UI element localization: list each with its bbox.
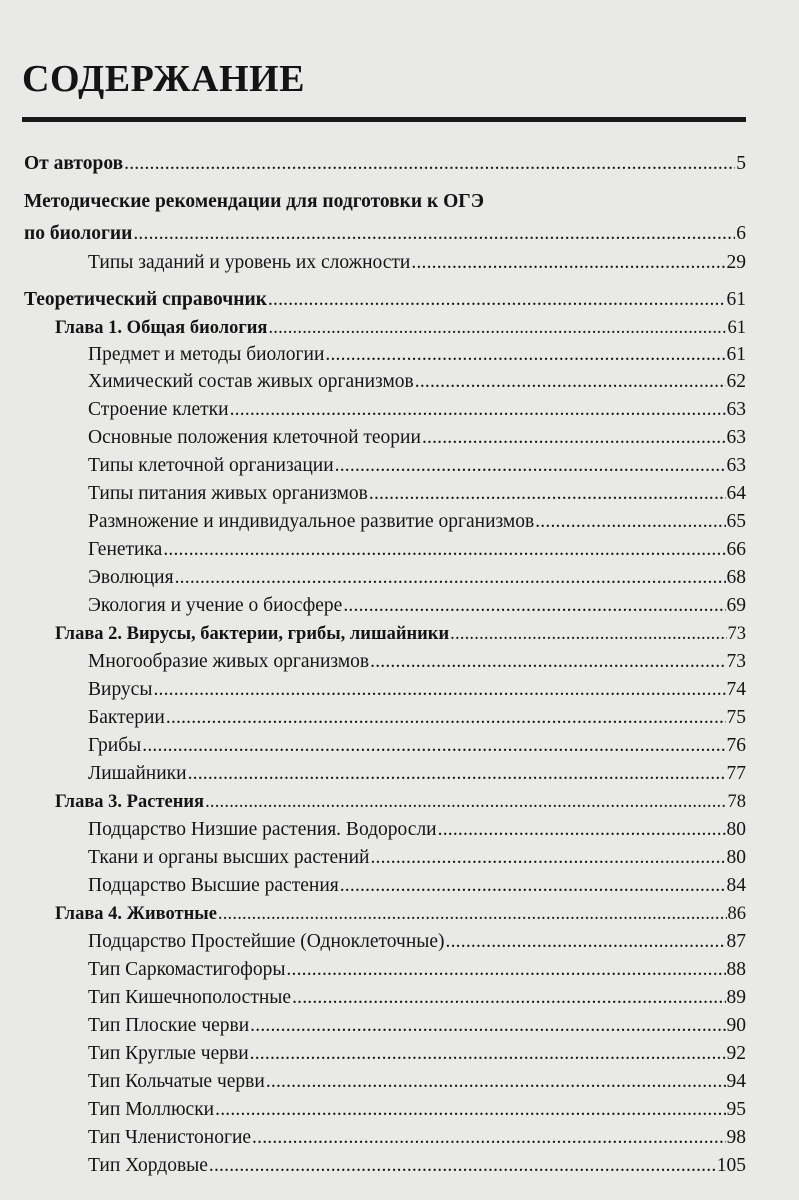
- toc-chapter: Глава 4. Животные ..... 86: [55, 902, 746, 926]
- toc-entry: Тип Членистоногие ..... 98: [88, 1126, 746, 1150]
- toc-entry: Предмет и методы биологии ..... 61: [88, 343, 746, 367]
- toc-entry: Тип Моллюски ..... 95: [88, 1098, 746, 1122]
- toc-entry: Тип Кольчатые черви ..... 94: [88, 1070, 746, 1094]
- toc-entry: Тип Плоские черви ..... 90: [88, 1014, 746, 1038]
- toc-entry: Тип Хордовые ..... 105: [88, 1154, 746, 1178]
- page-title: СОДЕРЖАНИЕ: [22, 58, 305, 100]
- toc-entry: Тип Круглые черви ..... 92: [88, 1042, 746, 1066]
- toc-entry: От авторов ..... 5: [24, 152, 746, 176]
- toc-chapter: Глава 3. Растения ..... 78: [55, 790, 746, 814]
- toc-entry: Теоретический справочник ..... 61: [24, 288, 746, 312]
- toc-entry: Тип Саркомастигофоры ..... 88: [88, 958, 746, 982]
- toc-entry: Генетика ..... 66: [88, 538, 746, 562]
- toc-entry: Размножение и индивидуальное развитие организмов ..... 65: [88, 510, 746, 534]
- toc-entry: Типы питания живых организмов ..... 64: [88, 482, 746, 506]
- toc-entry: Лишайники ..... 77: [88, 762, 746, 786]
- toc-entry: Подцарство Высшие растения ..... 84: [88, 874, 746, 898]
- toc-entry: Грибы ..... 76: [88, 734, 746, 758]
- title-rule: [22, 117, 746, 122]
- toc-chapter: Глава 2. Вирусы, бактерии, грибы, лишайники ..... 73: [55, 622, 746, 646]
- toc-entry: Строение клетки ..... 63: [88, 398, 746, 422]
- toc-entry: Экология и учение о биосфере ..... 69: [88, 594, 746, 618]
- toc-entry: Подцарство Низшие растения. Водоросли ..... 80: [88, 818, 746, 842]
- toc-chapter: Глава 1. Общая биология ..... 61: [55, 316, 746, 340]
- toc-entry: Типы заданий и уровень их сложности ..... 29: [88, 251, 746, 275]
- toc-entry: Тип Кишечнополостные ..... 89: [88, 986, 746, 1010]
- toc-entry: Ткани и органы высших растений ..... 80: [88, 846, 746, 870]
- toc-entry: Многообразие живых организмов ..... 73: [88, 650, 746, 674]
- toc-entry: Химический состав живых организмов ..... 62: [88, 370, 746, 394]
- toc-entry: Подцарство Простейшие (Одноклеточные) ..... 87: [88, 930, 746, 954]
- toc-entry: Эволюция ..... 68: [88, 566, 746, 590]
- toc-entry: Вирусы ..... 74: [88, 678, 746, 702]
- toc-entry-line1: Методические рекомендации для подготовки к ОГЭ: [24, 191, 484, 212]
- toc-entry: Типы клеточной организации ..... 63: [88, 454, 746, 478]
- toc-entry: Бактерии ..... 75: [88, 706, 746, 730]
- toc-entry: Основные положения клеточной теории ..... 63: [88, 426, 746, 450]
- toc-entry: по биологии ..... 6: [24, 222, 746, 246]
